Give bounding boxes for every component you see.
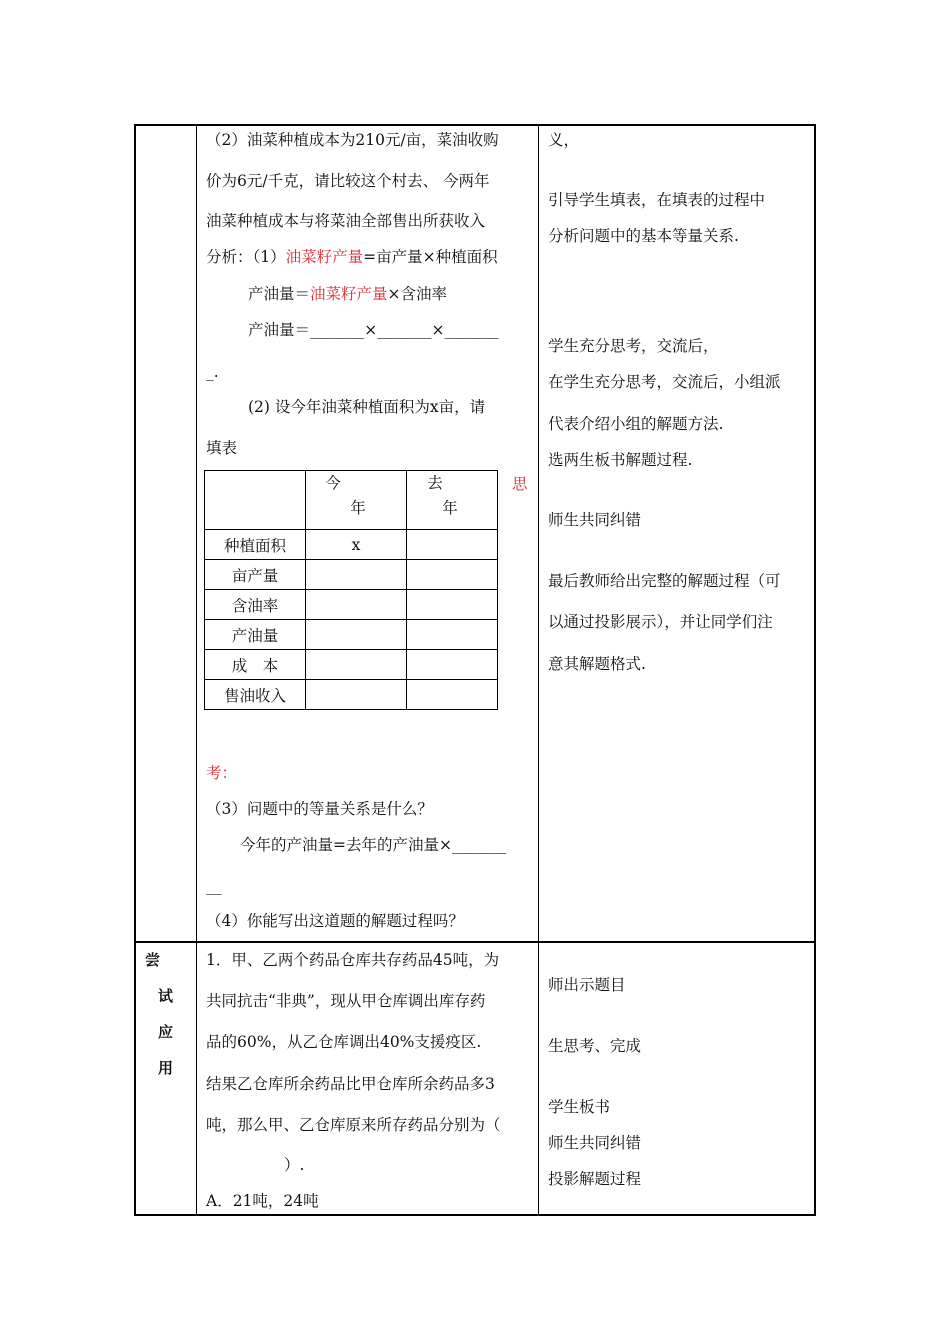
section-label-char-4: 用 [158, 1059, 174, 1077]
header-this-year-2: 年 [350, 499, 366, 517]
analysis-rest: =亩产量×种植面积 [363, 248, 498, 266]
section-label-char-2: 试 [158, 987, 174, 1005]
row-label: 产油量 [205, 620, 306, 650]
problem-line-1: （2）油菜种植成本为210元/亩，菜油收购 [206, 131, 499, 149]
oil-blank-tail: _. [206, 363, 219, 381]
analysis-line [206, 247, 498, 267]
guide-text-11: 意其解题格式. [548, 655, 646, 673]
exercise-line-5: 吨，那么甲、乙仓库原来所存药品分别为（ [206, 1116, 501, 1134]
row-divider [134, 941, 816, 943]
problem-line-2: 价为6元/千克，请比较这个村去、 今两年 [206, 172, 490, 190]
table-row [205, 560, 498, 590]
section-label-char-1: 尝 [145, 951, 161, 969]
guide-text-1: 义， [548, 131, 580, 149]
row-last-year [407, 560, 498, 590]
guide-text-6: 代表介绍小组的解题方法. [548, 415, 724, 433]
header-last-year-1: 去 [427, 474, 443, 492]
row-this-year [306, 560, 407, 590]
oil-prefix: 产油量＝ [248, 285, 311, 303]
section-label-char-3: 应 [158, 1023, 174, 1041]
fill-instruction-2: 填表 [206, 439, 238, 457]
guide-text-9: 最后教师给出完整的解题过程（可 [548, 572, 781, 590]
oil-rest: ×含油率 [387, 285, 448, 303]
table-row [205, 590, 498, 620]
column-divider-2 [538, 124, 539, 1216]
column-divider-1 [196, 124, 197, 1216]
exercise-line-3: 品的60%，从乙仓库调出40%支援疫区. [206, 1033, 482, 1051]
row-last-year [407, 620, 498, 650]
exercise-line-1: 1．甲、乙两个药品仓库共存药品45吨，为 [206, 951, 500, 969]
seed-output-term-2: 油菜籽产量 [310, 285, 388, 303]
row-label: 售油收入 [205, 680, 306, 710]
header-empty [205, 471, 306, 530]
row-label: 含油率 [205, 590, 306, 620]
header-this-year-1: 今 [325, 474, 341, 492]
fill-instruction-1: (2) 设今年油菜种植面积为x亩，请 [248, 398, 486, 416]
row-last-year [407, 650, 498, 680]
question-3-equation: 今年的产油量=去年的产油量×_______ [240, 836, 507, 854]
activity-text-2: 生思考、完成 [548, 1037, 642, 1055]
think-label-2: 考： [206, 764, 238, 782]
guide-text-2: 引导学生填表，在填表的过程中 [548, 191, 766, 209]
question-3: （3）问题中的等量关系是什么？ [206, 800, 433, 818]
question-3-tail: __ [206, 877, 222, 895]
exercise-line-4: 结果乙仓库所余药品比甲仓库所余药品多3 [206, 1075, 495, 1093]
row-last-year [407, 680, 498, 710]
activity-text-3: 学生板书 [548, 1098, 611, 1116]
row-last-year [407, 590, 498, 620]
problem-line-3: 油菜种植成本与将菜油全部售出所获收入 [206, 212, 486, 230]
activity-text-4: 师生共同纠错 [548, 1134, 642, 1152]
row-label: 成 本 [205, 650, 306, 680]
table-row [205, 620, 498, 650]
exercise-option-a: A．21吨，24吨 [206, 1192, 319, 1210]
row-this-year [306, 680, 407, 710]
header-this-year [306, 471, 407, 530]
row-this-year [306, 590, 407, 620]
row-last-year [407, 530, 498, 560]
guide-text-7: 选两生板书解题过程. [548, 451, 693, 469]
guide-text-3: 分析问题中的基本等量关系. [548, 227, 739, 245]
table-row [205, 680, 498, 710]
row-this-year [306, 620, 407, 650]
activity-text-5: 投影解题过程 [548, 1170, 642, 1188]
row-this-year: x [306, 530, 407, 560]
question-4: （4）你能写出这道题的解题过程吗？ [206, 912, 464, 930]
table-row [205, 530, 498, 560]
guide-text-8: 师生共同纠错 [548, 511, 642, 529]
analysis-prefix: 分析：（1） [206, 248, 286, 266]
oil-blank-line: 产油量＝_______×_______×_______ [248, 321, 499, 339]
row-label: 亩产量 [205, 560, 306, 590]
exercise-line-6: ）. [284, 1156, 305, 1174]
guide-text-10: 以通过投影展示），并让同学们注 [548, 613, 773, 631]
activity-text-1: 师出示题目 [548, 976, 626, 994]
oil-formula-line [248, 284, 447, 304]
row-label: 种植面积 [205, 530, 306, 560]
guide-text-4: 学生充分思考，交流后， [548, 337, 719, 355]
think-label-1: 思 [512, 475, 528, 493]
exercise-line-2: 共同抗击“非典”，现从甲仓库调出库存药 [206, 992, 486, 1010]
row-this-year [306, 650, 407, 680]
table-row [205, 650, 498, 680]
seed-output-term: 油菜籽产量 [285, 248, 364, 266]
fill-table [204, 470, 498, 710]
header-last-year-2: 年 [442, 499, 458, 517]
header-last-year [407, 471, 498, 530]
guide-text-5: 在学生充分思考，交流后，小组派 [548, 373, 781, 391]
